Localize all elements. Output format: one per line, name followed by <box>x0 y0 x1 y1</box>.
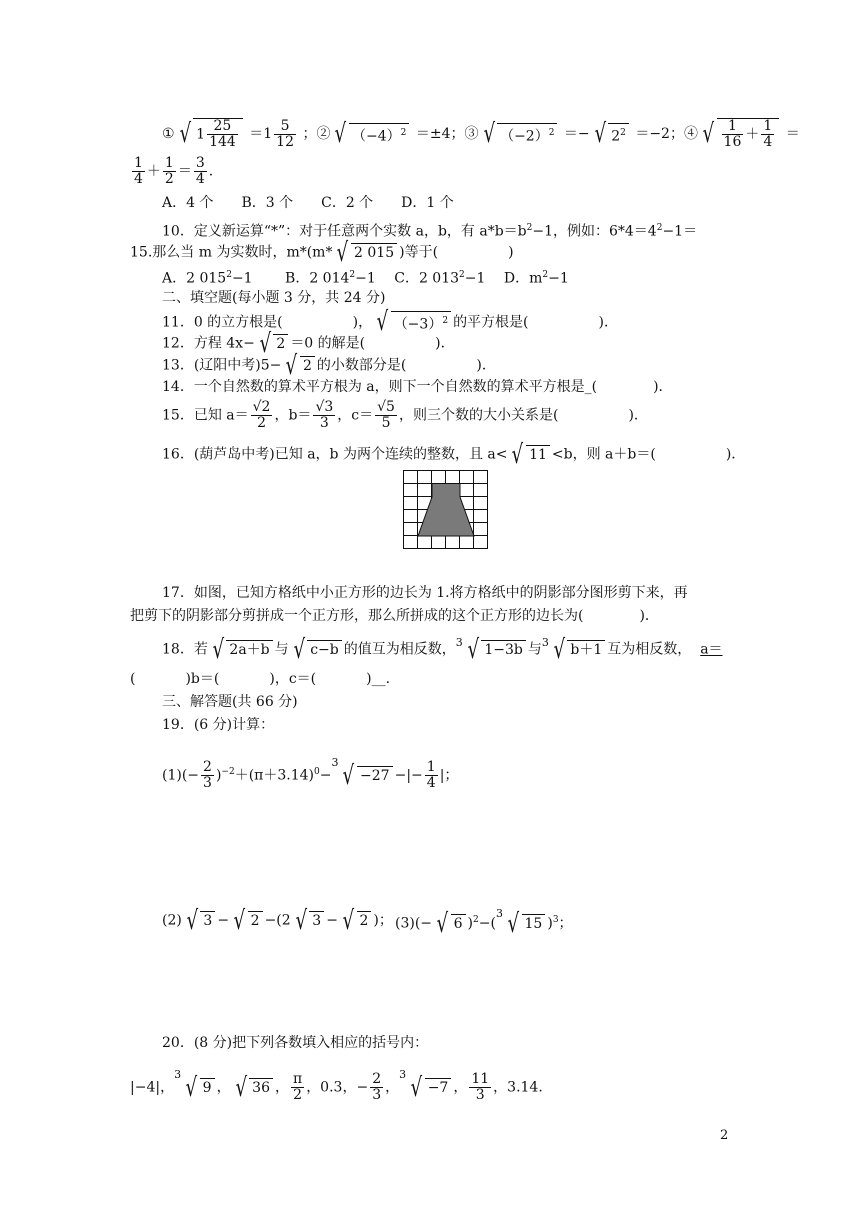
q17-line2: 把剪下的阴影部分剪拼成一个正方形，那么所拼成的这个正方形的边长为( )． <box>130 608 659 624</box>
q19-title: 19．(6 分)计算： <box>162 717 275 733</box>
q9-items-line2: $\frac{1}{4}$ ＋ $\frac{1}{2}$ ＝ $\frac{3}{4}$ . <box>134 155 214 187</box>
q20-number-list: |−4|，$^3$ √ 9 ， √ 36 ， $\frac{\pi}{2}$ ，0.3，− $\frac{2}{3}$ ，$^3$ √ −7 ， $\frac{11}{3}$ ，3.14. <box>130 1068 543 1103</box>
q16: 16．(葫芦岛中考)已知 a，b 为两个连续的整数，且 a< √ 11 <b，则 a＋b＝( )． <box>162 439 746 470</box>
q15: 15．已知 a＝ $\frac{√2}{2}$ ，b＝ $\frac{√3}{3}$ ，c＝ $\frac{√5}{5}$ ，则三个数的大小关系是( )． <box>162 399 648 431</box>
q19-part1: (1)(− $\frac{2}{3}$ )$^{-2}+(\pi+3.14)^0-^3$ √ −27 −|− $\frac{1}{4}$ |； <box>162 756 459 791</box>
section-3-heading: 三、解答题(共 66 分) <box>162 694 298 710</box>
q9-options: A．4 个 B．3 个 C．2 个 D．1 个 <box>162 195 454 211</box>
section-2-heading: 二、填空题(每小题 3 分，共 24 分) <box>162 290 386 306</box>
q9-items-line1: ① √ 1 $\frac{25}{144}$ ＝1 $\frac{5}{12}$ ；② √ $(-4)^2 =\pm 4$；③ √ $(-2)^2$ ＝− √ $2^2 =-2$；④ √ $\frac{1}{16}$ ＋ $\frac{1}{4}$ ＝ <box>162 117 800 150</box>
q18-line2: ( )b＝( )，c＝( )__. <box>130 671 391 687</box>
q17-line1: 17．如图，已知方格纸中小正方形的边长为 1.将方格纸中的阴影部分图形剪下来，再 <box>162 585 688 601</box>
q13: 13．(辽阳中考)5− √ 2 的小数部分是( )． <box>162 350 496 381</box>
q18-line1: 18．若 √ 2a＋b 与 √ c−b 的值互为相反数，$^3$ √ 1−3b 与$^3$ √ b＋1 互为相反数， a＝ <box>162 634 723 665</box>
q20-title: 20．(8 分)把下列各数填入相应的括号内： <box>162 1035 429 1051</box>
q10-line1: 10．定义新运算“*”：对于任意两个实数 a，b，有 $a*b=b^2-1$，例如：$6*4=4^2-1=$ <box>162 223 698 240</box>
q11: 11．0 的立方根是( )， √ $(-3)^2$ 的平方根是( )． <box>162 307 618 338</box>
page-number: 2 <box>720 1128 729 1143</box>
q10-line2: 15.那么当 m 为实数时，m*(m* √ 2 015 )等于( ) <box>130 237 514 268</box>
grid-figure <box>403 470 489 550</box>
q12: 12．方程 4x− √ 2 ＝0 的解是( )． <box>162 328 455 359</box>
q14: 14．一个自然数的算术平方根为 a，则下一个自然数的算术平方根是_( )． <box>162 379 673 395</box>
q19-part2: (2) √ 3 − √ 2 −(2 √ 3 − √ 2 )； <box>162 905 393 936</box>
q19-part3: (3)(− √ 6 )$^2$−($^3$ √ 15 )$^3$； <box>395 907 573 939</box>
q10-options: A．2 $015^2-1$ B．2 $014^2-1$ C．2 $013^2-1$ D．$m^2-1$ <box>162 270 569 287</box>
